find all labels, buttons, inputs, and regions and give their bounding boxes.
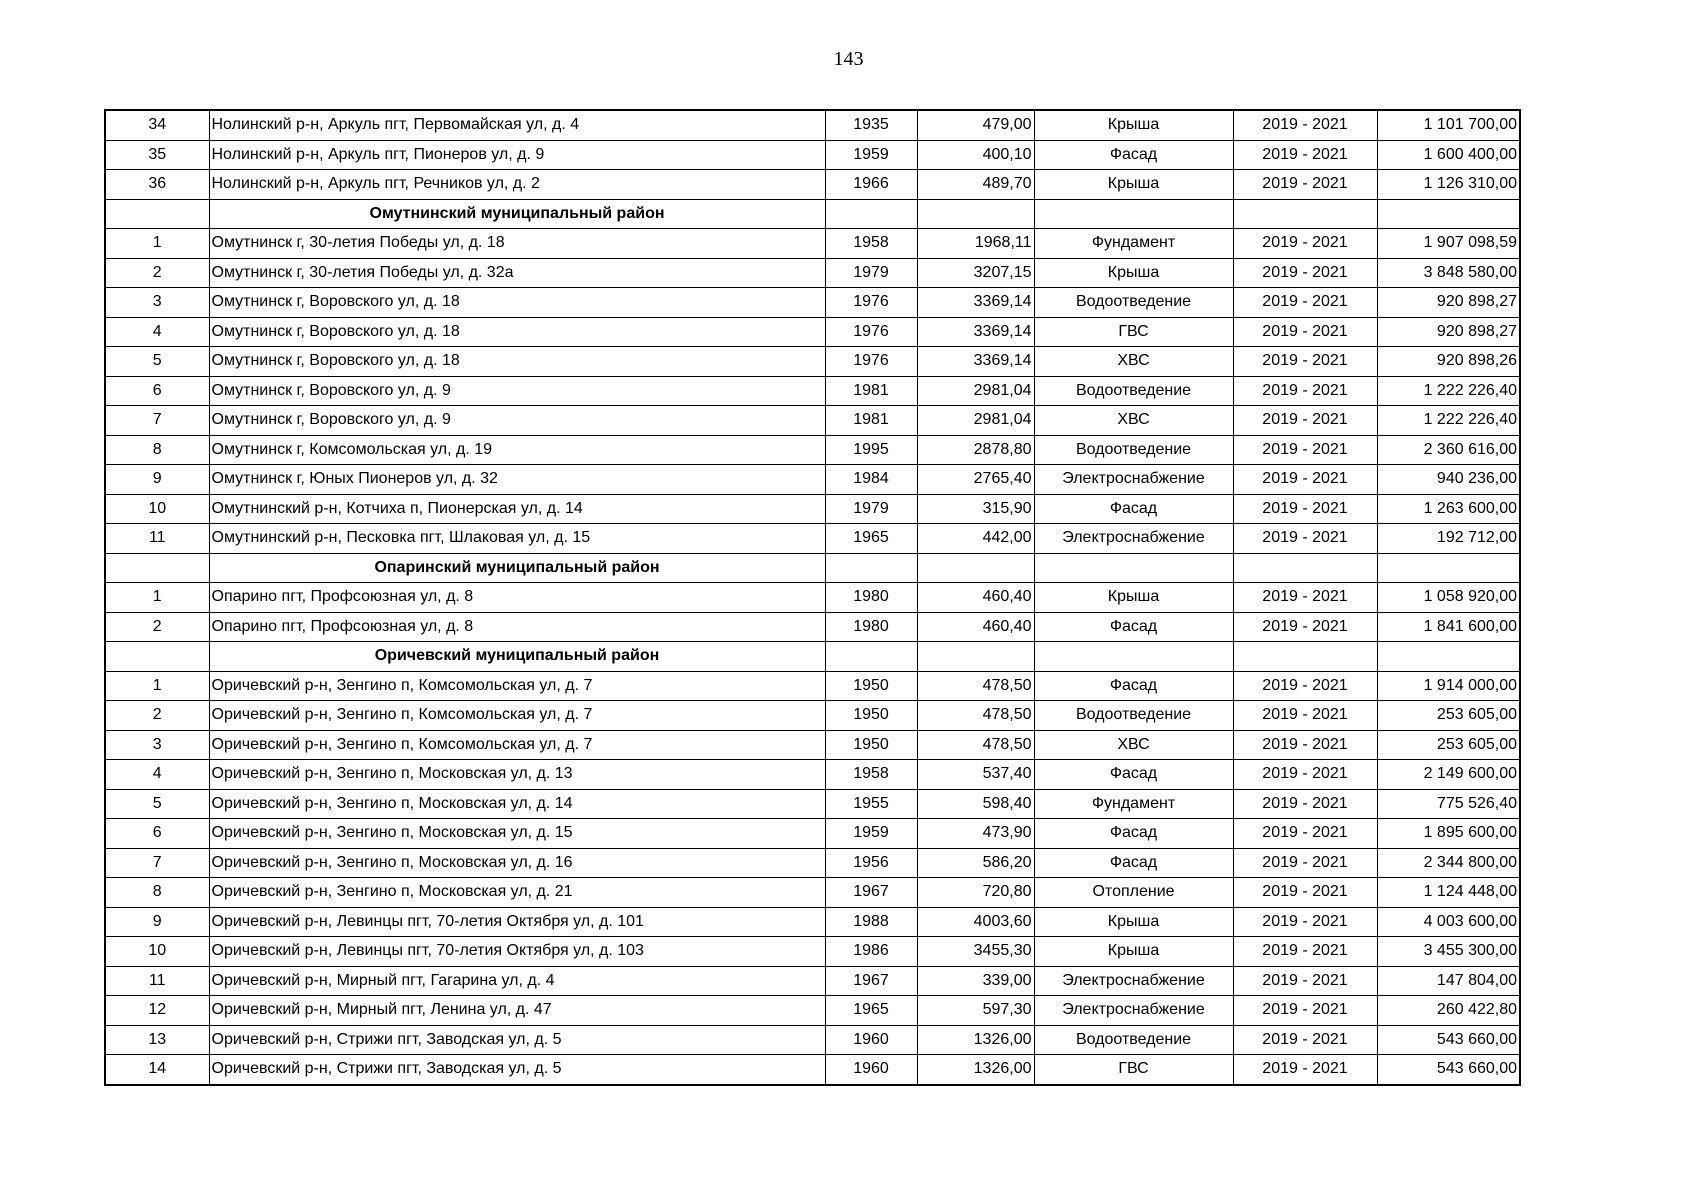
address-cell: Омутнинск г, Юных Пионеров ул, д. 32 (209, 465, 825, 495)
work-type-cell: Фасад (1034, 848, 1233, 878)
period-cell: 2019 - 2021 (1233, 465, 1377, 495)
empty-cell (1377, 199, 1520, 229)
period-cell: 2019 - 2021 (1233, 406, 1377, 436)
register-body (105, 110, 1520, 1085)
address-cell: Омутнинск г, Комсомольская ул, д. 19 (209, 435, 825, 465)
empty-cell (105, 642, 209, 672)
area-cell: 2981,04 (917, 376, 1034, 406)
table-row (105, 435, 1520, 465)
work-type-cell: Электроснабжение (1034, 524, 1233, 554)
address-cell: Оричевский р-н, Левинцы пгт, 70-летия Октября ул, д. 101 (209, 907, 825, 937)
address-cell: Омутнинск г, 30-летия Победы ул, д. 18 (209, 229, 825, 259)
address-cell: Оричевский р-н, Стрижи пгт, Заводская ул, д. 5 (209, 1025, 825, 1055)
build-year-cell: 1981 (825, 376, 917, 406)
work-type-cell: Электроснабжение (1034, 966, 1233, 996)
address-cell: Нолинский р-н, Аркуль пгт, Речников ул, д. 2 (209, 170, 825, 200)
district-header-row (105, 199, 1520, 229)
area-cell: 478,50 (917, 701, 1034, 731)
build-year-cell: 1960 (825, 1055, 917, 1085)
work-type-cell: Отопление (1034, 878, 1233, 908)
area-cell: 473,90 (917, 819, 1034, 849)
row-number: 13 (105, 1025, 209, 1055)
table-row (105, 376, 1520, 406)
area-cell: 3207,15 (917, 258, 1034, 288)
area-cell: 460,40 (917, 583, 1034, 613)
table-row (105, 612, 1520, 642)
table-row (105, 317, 1520, 347)
address-cell: Оричевский р-н, Зенгино п, Московская ул, д. 21 (209, 878, 825, 908)
build-year-cell: 1967 (825, 966, 917, 996)
address-cell: Оричевский р-н, Стрижи пгт, Заводская ул, д. 5 (209, 1055, 825, 1085)
table-row (105, 258, 1520, 288)
table-row (105, 288, 1520, 318)
row-number: 4 (105, 317, 209, 347)
row-number: 5 (105, 347, 209, 377)
cost-cell: 147 804,00 (1377, 966, 1520, 996)
address-cell: Нолинский р-н, Аркуль пгт, Пионеров ул, д. 9 (209, 140, 825, 170)
address-cell: Оричевский р-н, Мирный пгт, Гагарина ул, д. 4 (209, 966, 825, 996)
period-cell: 2019 - 2021 (1233, 347, 1377, 377)
address-cell: Нолинский р-н, Аркуль пгт, Первомайская ул, д. 4 (209, 110, 825, 140)
cost-cell: 940 236,00 (1377, 465, 1520, 495)
cost-cell: 1 600 400,00 (1377, 140, 1520, 170)
row-number: 11 (105, 524, 209, 554)
row-number: 1 (105, 671, 209, 701)
row-number: 8 (105, 878, 209, 908)
area-cell: 3455,30 (917, 937, 1034, 967)
cost-cell: 1 263 600,00 (1377, 494, 1520, 524)
area-cell: 489,70 (917, 170, 1034, 200)
empty-cell (917, 642, 1034, 672)
table-row (105, 848, 1520, 878)
cost-cell: 1 058 920,00 (1377, 583, 1520, 613)
table-row (105, 524, 1520, 554)
build-year-cell: 1959 (825, 819, 917, 849)
row-number: 36 (105, 170, 209, 200)
work-type-cell: Электроснабжение (1034, 996, 1233, 1026)
address-cell: Оричевский р-н, Зенгино п, Комсомольская ул, д. 7 (209, 730, 825, 760)
cost-cell: 192 712,00 (1377, 524, 1520, 554)
area-cell: 478,50 (917, 730, 1034, 760)
address-cell: Оричевский р-н, Зенгино п, Московская ул, д. 16 (209, 848, 825, 878)
cost-cell: 2 149 600,00 (1377, 760, 1520, 790)
build-year-cell: 1956 (825, 848, 917, 878)
table-row (105, 583, 1520, 613)
period-cell: 2019 - 2021 (1233, 937, 1377, 967)
area-cell: 586,20 (917, 848, 1034, 878)
cost-cell: 1 124 448,00 (1377, 878, 1520, 908)
table-row (105, 966, 1520, 996)
build-year-cell: 1966 (825, 170, 917, 200)
period-cell: 2019 - 2021 (1233, 288, 1377, 318)
table-row (105, 465, 1520, 495)
area-cell: 1968,11 (917, 229, 1034, 259)
area-cell: 3369,14 (917, 317, 1034, 347)
row-number: 7 (105, 848, 209, 878)
empty-cell (1377, 642, 1520, 672)
area-cell: 442,00 (917, 524, 1034, 554)
table-row (105, 347, 1520, 377)
district-header-row (105, 553, 1520, 583)
period-cell: 2019 - 2021 (1233, 435, 1377, 465)
row-number: 9 (105, 907, 209, 937)
work-type-cell: Крыша (1034, 937, 1233, 967)
empty-cell (825, 553, 917, 583)
row-number: 8 (105, 435, 209, 465)
cost-cell: 253 605,00 (1377, 730, 1520, 760)
row-number: 10 (105, 937, 209, 967)
period-cell: 2019 - 2021 (1233, 258, 1377, 288)
empty-cell (825, 199, 917, 229)
row-number: 2 (105, 701, 209, 731)
cost-cell: 3 848 580,00 (1377, 258, 1520, 288)
work-type-cell: Крыша (1034, 110, 1233, 140)
area-cell: 2981,04 (917, 406, 1034, 436)
build-year-cell: 1955 (825, 789, 917, 819)
area-cell: 315,90 (917, 494, 1034, 524)
work-type-cell: Крыша (1034, 258, 1233, 288)
period-cell: 2019 - 2021 (1233, 730, 1377, 760)
work-type-cell: Крыша (1034, 907, 1233, 937)
period-cell: 2019 - 2021 (1233, 612, 1377, 642)
row-number: 2 (105, 258, 209, 288)
period-cell: 2019 - 2021 (1233, 170, 1377, 200)
work-type-cell: Крыша (1034, 170, 1233, 200)
period-cell: 2019 - 2021 (1233, 671, 1377, 701)
cost-cell: 920 898,26 (1377, 347, 1520, 377)
row-number: 5 (105, 789, 209, 819)
table-row (105, 701, 1520, 731)
cost-cell: 1 126 310,00 (1377, 170, 1520, 200)
row-number: 6 (105, 376, 209, 406)
cost-cell: 260 422,80 (1377, 996, 1520, 1026)
address-cell: Омутнинский р-н, Котчиха п, Пионерская ул, д. 14 (209, 494, 825, 524)
period-cell: 2019 - 2021 (1233, 996, 1377, 1026)
table-row (105, 760, 1520, 790)
period-cell: 2019 - 2021 (1233, 878, 1377, 908)
build-year-cell: 1960 (825, 1025, 917, 1055)
cost-cell: 920 898,27 (1377, 288, 1520, 318)
address-cell: Омутнинск г, Воровского ул, д. 9 (209, 406, 825, 436)
district-title: Оричевский муниципальный район (209, 642, 825, 672)
row-number: 2 (105, 612, 209, 642)
work-type-cell: Крыша (1034, 583, 1233, 613)
period-cell: 2019 - 2021 (1233, 907, 1377, 937)
work-type-cell: ХВС (1034, 406, 1233, 436)
build-year-cell: 1979 (825, 258, 917, 288)
repair-register-table (104, 109, 1521, 1086)
area-cell: 2878,80 (917, 435, 1034, 465)
work-type-cell: ГВС (1034, 1055, 1233, 1085)
build-year-cell: 1981 (825, 406, 917, 436)
work-type-cell: Фасад (1034, 760, 1233, 790)
period-cell: 2019 - 2021 (1233, 317, 1377, 347)
row-number: 12 (105, 996, 209, 1026)
district-header-row (105, 642, 1520, 672)
build-year-cell: 1984 (825, 465, 917, 495)
address-cell: Опарино пгт, Профсоюзная ул, д. 8 (209, 583, 825, 613)
build-year-cell: 1965 (825, 996, 917, 1026)
page-number: 143 (833, 48, 864, 70)
period-cell: 2019 - 2021 (1233, 110, 1377, 140)
table-row (105, 819, 1520, 849)
table-row (105, 494, 1520, 524)
area-cell: 598,40 (917, 789, 1034, 819)
period-cell: 2019 - 2021 (1233, 583, 1377, 613)
table-row (105, 110, 1520, 140)
build-year-cell: 1995 (825, 435, 917, 465)
row-number: 1 (105, 583, 209, 613)
empty-cell (1034, 642, 1233, 672)
build-year-cell: 1976 (825, 347, 917, 377)
table-row (105, 671, 1520, 701)
build-year-cell: 1967 (825, 878, 917, 908)
address-cell: Опарино пгт, Профсоюзная ул, д. 8 (209, 612, 825, 642)
area-cell: 339,00 (917, 966, 1034, 996)
row-number: 6 (105, 819, 209, 849)
area-cell: 400,10 (917, 140, 1034, 170)
area-cell: 1326,00 (917, 1055, 1034, 1085)
cost-cell: 1 895 600,00 (1377, 819, 1520, 849)
period-cell: 2019 - 2021 (1233, 1025, 1377, 1055)
period-cell: 2019 - 2021 (1233, 140, 1377, 170)
period-cell: 2019 - 2021 (1233, 524, 1377, 554)
work-type-cell: Водоотведение (1034, 1025, 1233, 1055)
empty-cell (917, 553, 1034, 583)
row-number: 3 (105, 288, 209, 318)
cost-cell: 543 660,00 (1377, 1025, 1520, 1055)
address-cell: Оричевский р-н, Зенгино п, Московская ул, д. 14 (209, 789, 825, 819)
work-type-cell: Электроснабжение (1034, 465, 1233, 495)
table-row (105, 170, 1520, 200)
row-number: 35 (105, 140, 209, 170)
build-year-cell: 1980 (825, 612, 917, 642)
address-cell: Омутнинский р-н, Песковка пгт, Шлаковая ул, д. 15 (209, 524, 825, 554)
row-number: 14 (105, 1055, 209, 1085)
area-cell: 460,40 (917, 612, 1034, 642)
period-cell: 2019 - 2021 (1233, 229, 1377, 259)
work-type-cell: ХВС (1034, 730, 1233, 760)
address-cell: Омутнинск г, Воровского ул, д. 18 (209, 347, 825, 377)
cost-cell: 1 222 226,40 (1377, 376, 1520, 406)
build-year-cell: 1958 (825, 760, 917, 790)
address-cell: Оричевский р-н, Левинцы пгт, 70-летия Октября ул, д. 103 (209, 937, 825, 967)
cost-cell: 2 344 800,00 (1377, 848, 1520, 878)
table-row (105, 878, 1520, 908)
empty-cell (1233, 199, 1377, 229)
cost-cell: 4 003 600,00 (1377, 907, 1520, 937)
address-cell: Оричевский р-н, Зенгино п, Московская ул, д. 13 (209, 760, 825, 790)
table-row (105, 789, 1520, 819)
cost-cell: 2 360 616,00 (1377, 435, 1520, 465)
cost-cell: 1 222 226,40 (1377, 406, 1520, 436)
area-cell: 597,30 (917, 996, 1034, 1026)
table-row (105, 937, 1520, 967)
cost-cell: 543 660,00 (1377, 1055, 1520, 1085)
table-row (105, 996, 1520, 1026)
cost-cell: 775 526,40 (1377, 789, 1520, 819)
area-cell: 720,80 (917, 878, 1034, 908)
row-number: 4 (105, 760, 209, 790)
table-row (105, 907, 1520, 937)
build-year-cell: 1988 (825, 907, 917, 937)
area-cell: 1326,00 (917, 1025, 1034, 1055)
work-type-cell: Фасад (1034, 140, 1233, 170)
empty-cell (1233, 642, 1377, 672)
period-cell: 2019 - 2021 (1233, 760, 1377, 790)
build-year-cell: 1959 (825, 140, 917, 170)
period-cell: 2019 - 2021 (1233, 966, 1377, 996)
cost-cell: 253 605,00 (1377, 701, 1520, 731)
row-number: 10 (105, 494, 209, 524)
period-cell: 2019 - 2021 (1233, 789, 1377, 819)
build-year-cell: 1950 (825, 671, 917, 701)
empty-cell (1377, 553, 1520, 583)
period-cell: 2019 - 2021 (1233, 1055, 1377, 1085)
area-cell: 3369,14 (917, 288, 1034, 318)
cost-cell: 3 455 300,00 (1377, 937, 1520, 967)
table-row (105, 229, 1520, 259)
address-cell: Омутнинск г, 30-летия Победы ул, д. 32а (209, 258, 825, 288)
period-cell: 2019 - 2021 (1233, 494, 1377, 524)
table-row (105, 1055, 1520, 1085)
work-type-cell: Водоотведение (1034, 288, 1233, 318)
empty-cell (1233, 553, 1377, 583)
empty-cell (105, 199, 209, 229)
work-type-cell: ГВС (1034, 317, 1233, 347)
period-cell: 2019 - 2021 (1233, 376, 1377, 406)
empty-cell (1034, 553, 1233, 583)
empty-cell (917, 199, 1034, 229)
build-year-cell: 1979 (825, 494, 917, 524)
work-type-cell: Фасад (1034, 819, 1233, 849)
table-row (105, 1025, 1520, 1055)
table-row (105, 406, 1520, 436)
build-year-cell: 1986 (825, 937, 917, 967)
period-cell: 2019 - 2021 (1233, 848, 1377, 878)
district-title: Омутнинский муниципальный район (209, 199, 825, 229)
build-year-cell: 1950 (825, 701, 917, 731)
work-type-cell: Водоотведение (1034, 701, 1233, 731)
address-cell: Омутнинск г, Воровского ул, д. 18 (209, 288, 825, 318)
address-cell: Омутнинск г, Воровского ул, д. 18 (209, 317, 825, 347)
district-title: Опаринский муниципальный район (209, 553, 825, 583)
address-cell: Оричевский р-н, Зенгино п, Комсомольская ул, д. 7 (209, 671, 825, 701)
work-type-cell: Фундамент (1034, 229, 1233, 259)
cost-cell: 1 841 600,00 (1377, 612, 1520, 642)
table-row (105, 730, 1520, 760)
cost-cell: 1 914 000,00 (1377, 671, 1520, 701)
area-cell: 478,50 (917, 671, 1034, 701)
work-type-cell: Водоотведение (1034, 376, 1233, 406)
build-year-cell: 1976 (825, 288, 917, 318)
address-cell: Оричевский р-н, Мирный пгт, Ленина ул, д. 47 (209, 996, 825, 1026)
row-number: 3 (105, 730, 209, 760)
build-year-cell: 1980 (825, 583, 917, 613)
area-cell: 537,40 (917, 760, 1034, 790)
build-year-cell: 1976 (825, 317, 917, 347)
empty-cell (825, 642, 917, 672)
empty-cell (105, 553, 209, 583)
address-cell: Оричевский р-н, Зенгино п, Комсомольская ул, д. 7 (209, 701, 825, 731)
area-cell: 2765,40 (917, 465, 1034, 495)
cost-cell: 1 101 700,00 (1377, 110, 1520, 140)
table-row (105, 140, 1520, 170)
address-cell: Омутнинск г, Воровского ул, д. 9 (209, 376, 825, 406)
area-cell: 4003,60 (917, 907, 1034, 937)
cost-cell: 1 907 098,59 (1377, 229, 1520, 259)
work-type-cell: ХВС (1034, 347, 1233, 377)
row-number: 1 (105, 229, 209, 259)
work-type-cell: Фасад (1034, 612, 1233, 642)
row-number: 9 (105, 465, 209, 495)
work-type-cell: Водоотведение (1034, 435, 1233, 465)
work-type-cell: Фасад (1034, 494, 1233, 524)
address-cell: Оричевский р-н, Зенгино п, Московская ул, д. 15 (209, 819, 825, 849)
work-type-cell: Фасад (1034, 671, 1233, 701)
period-cell: 2019 - 2021 (1233, 701, 1377, 731)
build-year-cell: 1958 (825, 229, 917, 259)
row-number: 11 (105, 966, 209, 996)
row-number: 7 (105, 406, 209, 436)
area-cell: 3369,14 (917, 347, 1034, 377)
build-year-cell: 1965 (825, 524, 917, 554)
row-number: 34 (105, 110, 209, 140)
period-cell: 2019 - 2021 (1233, 819, 1377, 849)
empty-cell (1034, 199, 1233, 229)
cost-cell: 920 898,27 (1377, 317, 1520, 347)
build-year-cell: 1935 (825, 110, 917, 140)
build-year-cell: 1950 (825, 730, 917, 760)
area-cell: 479,00 (917, 110, 1034, 140)
work-type-cell: Фундамент (1034, 789, 1233, 819)
